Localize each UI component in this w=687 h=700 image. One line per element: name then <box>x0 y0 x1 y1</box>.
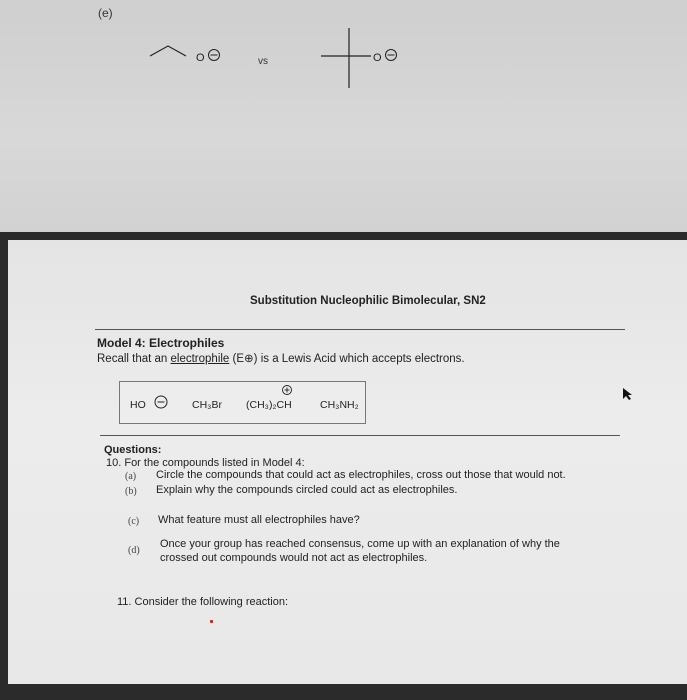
model-heading: Model 4: Electrophiles <box>97 336 225 350</box>
question-10-intro: 10. For the compounds listed in Model 4: <box>106 457 305 469</box>
question-10d-text-line1: Once your group has reached consensus, come up with an explanation of why the <box>160 538 560 550</box>
electrophile-term: electrophile <box>170 353 230 365</box>
questions-heading: Questions: <box>104 444 162 456</box>
oxygen-label: O <box>373 52 382 64</box>
question-11: 11. Consider the following reaction: <box>117 596 289 608</box>
hydroxide-label: HO <box>130 399 146 411</box>
minus-circle-icon <box>386 50 397 61</box>
question-10a-label: (a) <box>125 471 137 482</box>
vs-label: vs <box>258 56 268 67</box>
question-10d-text-line2: crossed out compounds would not act as electrophiles. <box>160 552 428 564</box>
question-10b-label: (b) <box>125 486 137 497</box>
mouse-pointer-icon <box>622 387 634 401</box>
question-10d-label: (d) <box>128 545 140 556</box>
recall-text-end: (E⊕) is a Lewis Acid which accepts electrons. <box>229 353 465 365</box>
tert-butoxide-structure <box>315 26 415 92</box>
oxygen-label: O <box>196 52 205 64</box>
recall-text <box>97 351 465 365</box>
part-label: (e) <box>98 6 113 20</box>
worksheet-title: Substitution Nucleophilic Bimolecular, SN2 <box>250 295 486 307</box>
minus-circle-icon <box>209 50 220 61</box>
section-divider <box>95 329 625 330</box>
recall-text-start: Recall that an <box>97 353 171 365</box>
question-10b-text: Explain why the compounds circled could act as electrophiles. <box>156 484 458 496</box>
plus-circle-icon <box>281 384 293 396</box>
methyl-bromide-compound[interactable]: CH₃Br <box>192 399 222 411</box>
minus-circle-icon <box>153 394 169 410</box>
compounds-box <box>119 381 366 424</box>
questions-divider <box>100 435 620 436</box>
hydroxide-compound[interactable] <box>130 399 146 411</box>
question-10c-text: What feature must all electrophiles have? <box>158 514 360 526</box>
carbon-chain <box>150 46 186 56</box>
red-ink-mark <box>210 620 213 623</box>
methylamine-compound[interactable]: CH₃NH₂ <box>320 399 359 411</box>
question-10a-text: Circle the compounds that could act as electrophiles, cross out those that would not. <box>156 469 566 481</box>
carbocation-compound[interactable]: (CH₃)₂CH <box>246 399 292 411</box>
question-10c-label: (c) <box>128 516 140 527</box>
propoxide-structure <box>148 34 248 68</box>
